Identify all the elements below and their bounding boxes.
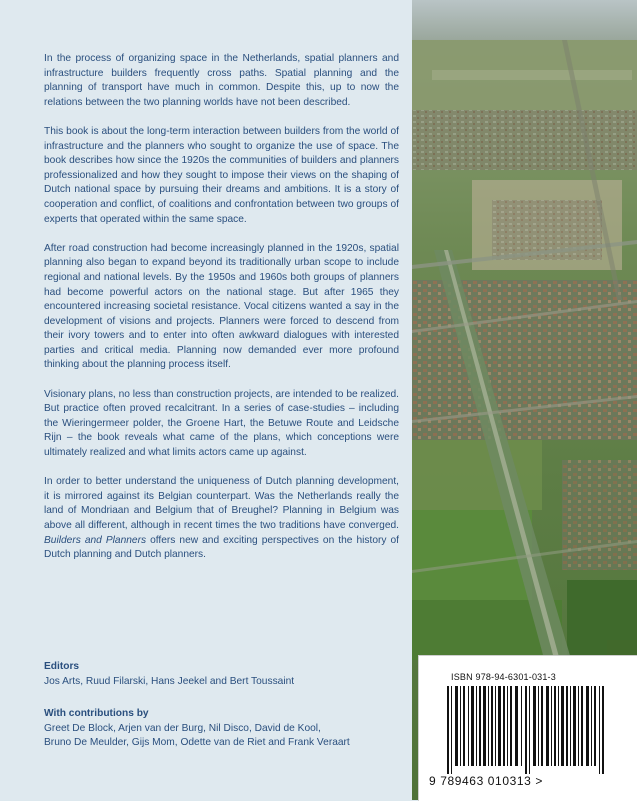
blurb-column <box>44 52 399 577</box>
editors-names: Jos Arts, Ruud Filarski, Hans Jeekel and Bert Toussaint <box>44 675 295 687</box>
blurb-paragraph-4: Visionary plans, no less than construction projects, are intended to be realized. But practice often proved recalcitrant. In a series of case-studies – including the Wieringermeer polder, the Groene Hart, the Betuwe Route and Leidsche Rijn – the book reveals what came of the plans, which conceptions were ultimately realized and what limits actors came up against. <box>44 388 399 459</box>
contributors-line-2: Bruno De Meulder, Gijs Mom, Odette van de Riet and Frank Veraart <box>44 737 350 749</box>
barcode-icon <box>439 686 629 774</box>
blurb-p5-start: In order to better understand the uniqueness of Dutch planning development, it is mirrored against its Belgian counterpart. Was the Netherlands really the land of Mondriaan and Belgium that of Breughel? Planning in Belgium was above all different, although in recent times the two traditions have converged. <box>44 476 399 531</box>
isbn-barcode-box <box>418 655 637 801</box>
blurb-paragraph-2: This book is about the long-term interaction between builders from the world of infrastructure and the planners who sought to organize the use of space. The book describes how since the 1920s the communities of builders and planners professionalized and how they sought to impose their views on the shaping of Dutch national space by pursuing their dreams and ambitions. It is a story of cooperation and conflict, of coalitions and confrontation between two groups of experts that operated within the same space. <box>44 125 399 225</box>
blurb-paragraph-3: After road construction had become increasingly planned in the 1920s, spatial planning also began to expand beyond its traditionally urban scope to include regional and national levels. By the 1950s and 1960s both groups of planners had become powerful actors on the national stage. But after 1965 they encountered increasing societal resistance. Vocal citizens wanted a say in the development of visions and projects. Planners were forced to descend from their ivory towers and to enter into often awkward dialogues with interested parties and critical media. Planning now demanded ever more profound thinking about the planning process itself. <box>44 242 399 371</box>
contributors-line-1: Greet De Block, Arjen van der Burg, Nil Disco, David de Kool, <box>44 722 321 734</box>
blurb-p5-end: offers new and exciting perspectives on the history of Dutch planning and Dutch planners. <box>44 534 399 561</box>
contributors-block <box>44 707 404 751</box>
blurb-paragraph-5 <box>44 475 399 563</box>
book-title-italic: Builders and Planners <box>44 534 147 546</box>
barcode-digits: 9 789463 010313 > <box>429 774 543 788</box>
contributors-label: With contributions by <box>44 708 149 719</box>
editors-label: Editors <box>44 661 80 672</box>
blurb-paragraph-1: In the process of organizing space in the Netherlands, spatial planners and infrastructure builders frequently cross paths. Spatial planning and the planning of transport have much in common. Despite this, up to now the relations between the two planning worlds have not been described. <box>44 53 399 108</box>
editors-block <box>44 660 404 689</box>
isbn-label: ISBN 978-94-6301-031-3 <box>451 672 556 682</box>
